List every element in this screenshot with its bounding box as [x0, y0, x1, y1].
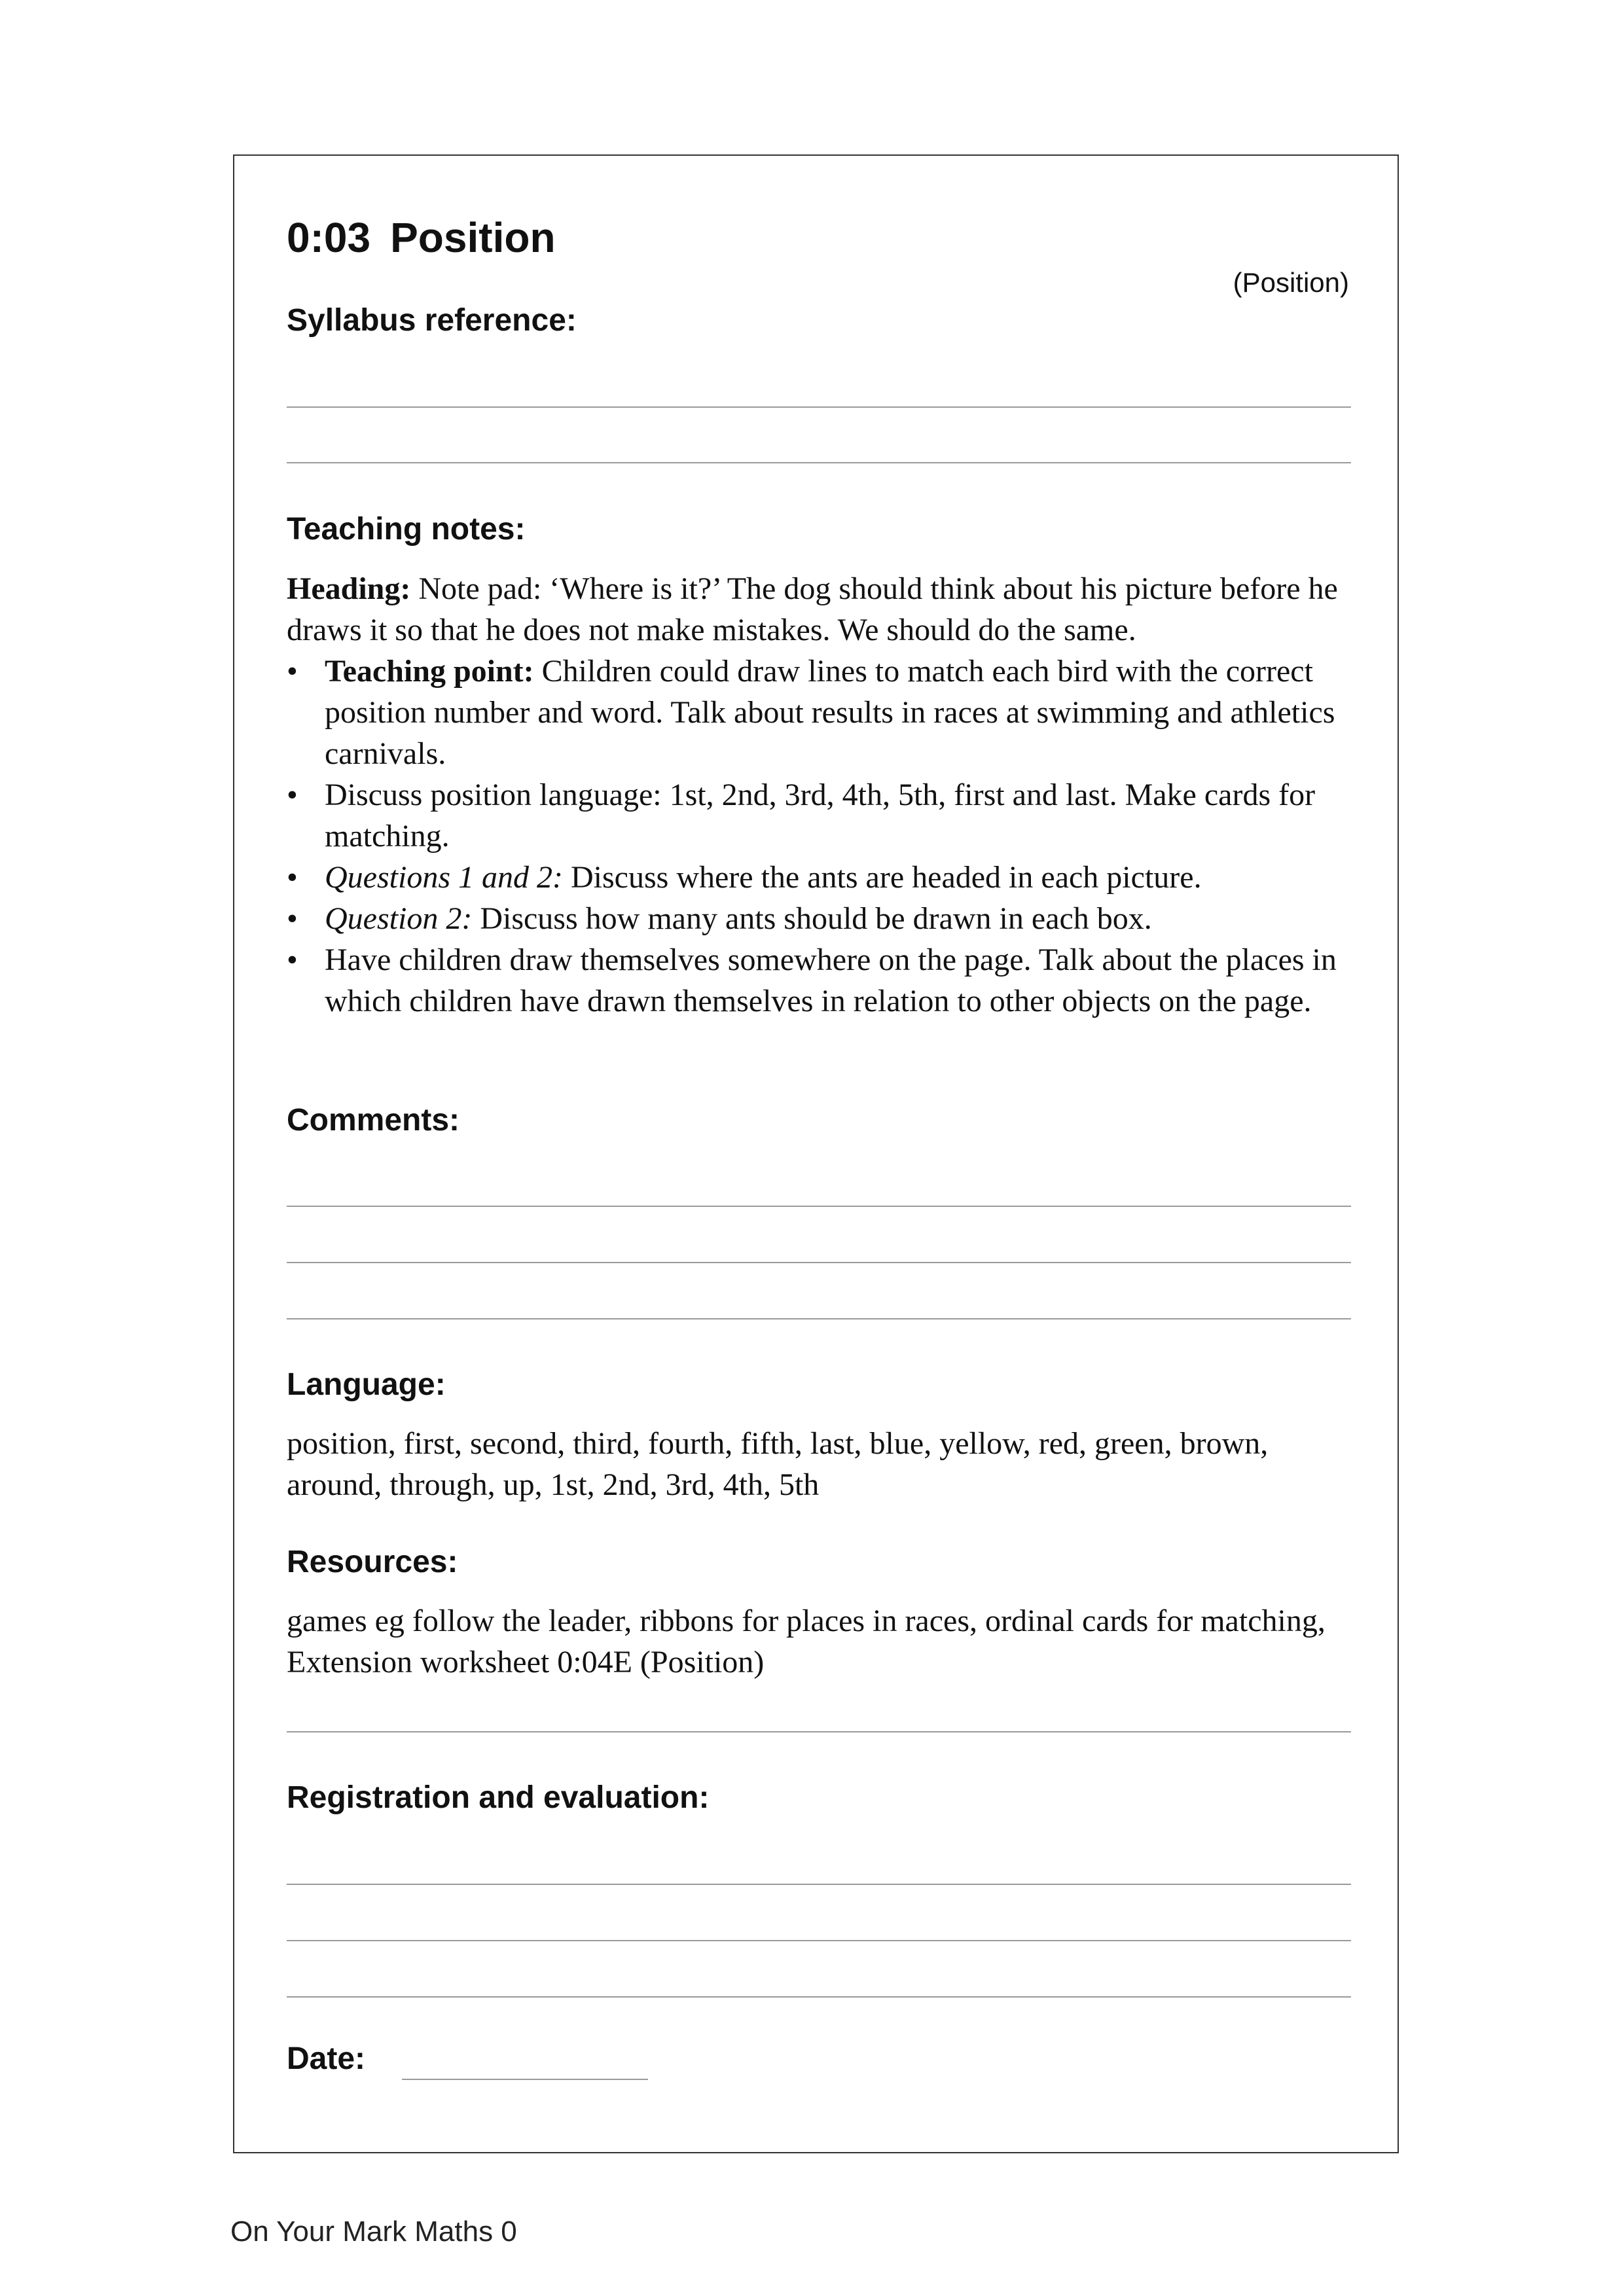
teaching-notes-body	[287, 568, 1351, 1022]
writing-line	[287, 462, 1351, 463]
strand-tag: (Position)	[1233, 267, 1349, 298]
writing-line	[287, 1884, 1351, 1885]
bullet-lead: Questions 1 and 2:	[325, 860, 563, 895]
lesson-name: Position	[390, 214, 556, 261]
bullet-text: Discuss position language: 1st, 2nd, 3rd, 4th, 5th, first and last. Make cards for matching.	[325, 778, 1316, 853]
divider	[287, 1731, 1351, 1732]
bullet-text: Discuss where the ants are headed in each picture.	[562, 860, 1202, 895]
notes-bullet	[287, 939, 1351, 1022]
notes-heading-paragraph	[287, 568, 1351, 651]
resources-text: games eg follow the leader, ribbons for places in races, ordinal cards for matching, Extension worksheet 0:04E (Position)	[287, 1604, 1326, 1679]
bullet-text: Children could draw lines to match each bird with the correct position number and word. Talk about results in races at swimming and athletics carnivals.	[325, 654, 1335, 771]
date-line	[402, 2079, 648, 2080]
notes-heading-text: Note pad: ‘Where is it?’ The dog should think about his picture before he draws it so that he does not make mistakes. We should do the same.	[287, 571, 1338, 647]
writing-line	[287, 1996, 1351, 1998]
registration-heading: Registration and evaluation:	[287, 1780, 710, 1815]
syllabus-heading: Syllabus reference:	[287, 303, 577, 338]
notes-bullet	[287, 651, 1351, 774]
notes-heading-label: Heading:	[287, 571, 411, 606]
writing-line	[287, 406, 1351, 408]
bullet-text: Discuss how many ants should be drawn in each box.	[472, 901, 1152, 936]
writing-line	[287, 1318, 1351, 1319]
writing-line	[287, 1940, 1351, 1941]
lesson-title	[287, 213, 556, 262]
lesson-card	[233, 154, 1399, 2153]
notes-bullet-list	[287, 651, 1351, 1022]
language-heading: Language:	[287, 1367, 446, 1402]
language-text: position, first, second, third, fourth, fifth, last, blue, yellow, red, green, brown, around, through, up, 1st, 2nd, 3rd, 4th, 5th	[287, 1426, 1269, 1502]
bullet-text: Have children draw themselves somewhere on the page. Talk about the places in which children have drawn themselves in relation to other objects on the page.	[325, 942, 1337, 1018]
writing-line	[287, 1206, 1351, 1207]
lesson-number: 0:03	[287, 214, 371, 261]
bullet-lead: Question 2:	[325, 901, 473, 936]
comments-heading: Comments:	[287, 1103, 460, 1138]
notes-bullet	[287, 898, 1351, 939]
teaching-notes-heading: Teaching notes:	[287, 512, 526, 547]
notes-bullet	[287, 774, 1351, 857]
bullet-lead: Teaching point:	[325, 654, 534, 689]
writing-line	[287, 1262, 1351, 1263]
notes-bullet	[287, 857, 1351, 898]
resources-heading: Resources:	[287, 1545, 458, 1579]
date-label: Date:	[287, 2041, 366, 2076]
page-footer: On Your Mark Maths 0	[230, 2215, 517, 2248]
